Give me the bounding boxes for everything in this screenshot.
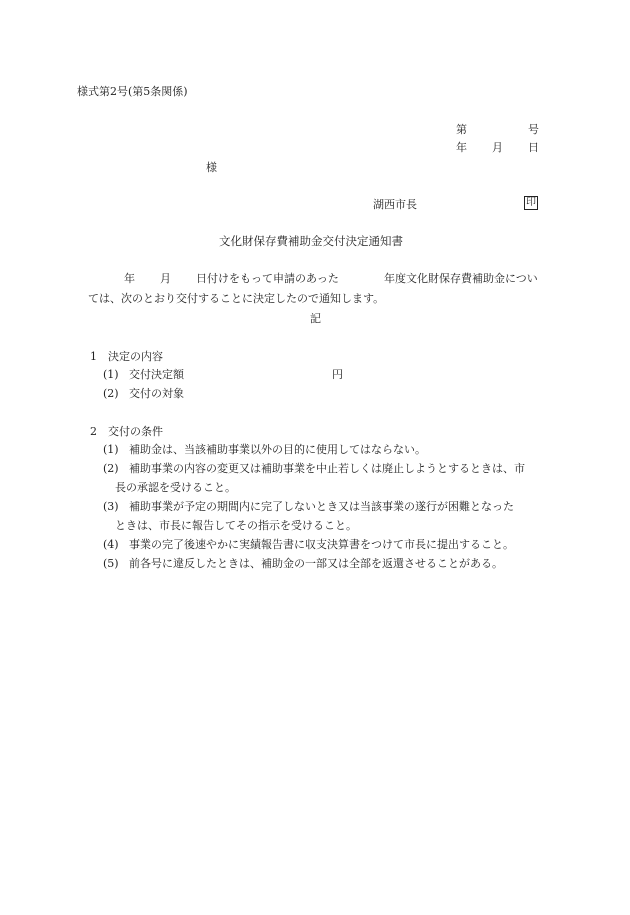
- condition-2-no: (2): [103, 462, 119, 475]
- form-id: 様式第2号(第5条関係): [77, 85, 188, 98]
- section1-item2-label: 交付の対象: [129, 387, 184, 400]
- seal-mark: 印: [526, 197, 536, 208]
- issuer: 湖西市長: [373, 198, 417, 211]
- section1-item1-label: 交付決定額: [129, 368, 184, 381]
- condition-1-no: (1): [103, 443, 119, 456]
- condition-2-line1: 補助事業の内容の変更又は補助事業を中止若しくは廃止しようとするときは、市: [129, 462, 525, 475]
- condition-4: 事業の完了後速やかに実績報告書に収支決算書をつけて市長に提出すること。: [129, 538, 514, 551]
- number-prefix: 第: [456, 123, 467, 136]
- body-line2: ては、次のとおり交付することに決定したので通知します。: [88, 292, 385, 305]
- section1-item1-no: (1): [103, 368, 119, 381]
- section1-item1-unit: 円: [332, 368, 343, 381]
- condition-1: 補助金は、当該補助事業以外の目的に使用してはならない。: [129, 443, 426, 456]
- condition-5: 前各号に違反したときは、補助金の一部又は全部を返還させることがある。: [129, 557, 503, 570]
- body-text-b: 年度文化財保存費補助金につい: [384, 272, 538, 285]
- condition-3-no: (3): [103, 500, 119, 513]
- body-year: 年: [124, 272, 135, 285]
- condition-5-no: (5): [103, 557, 119, 570]
- document-title: 文化財保存費補助金交付決定通知書: [219, 234, 403, 248]
- ki-mark: 記: [310, 312, 321, 325]
- date-day: 日: [528, 141, 539, 154]
- recipient-suffix: 様: [206, 161, 217, 174]
- condition-3-line2: ときは、市長に報告してその指示を受けること。: [115, 519, 357, 532]
- body-text-a: 日付けをもって申請のあった: [196, 272, 339, 285]
- condition-3-line1: 補助事業が予定の期間内に完了しないとき又は当該事業の遂行が困難となった: [129, 500, 514, 513]
- body-month: 月: [160, 272, 171, 285]
- date-year: 年: [456, 141, 467, 154]
- date-month: 月: [492, 141, 503, 154]
- number-suffix: 号: [528, 123, 539, 136]
- section2-heading: 2 交付の条件: [90, 425, 163, 438]
- section1-item2-no: (2): [103, 387, 119, 400]
- condition-4-no: (4): [103, 538, 119, 551]
- section1-heading: 1 決定の内容: [90, 350, 163, 363]
- condition-2-line2: 長の承認を受けること。: [115, 481, 236, 494]
